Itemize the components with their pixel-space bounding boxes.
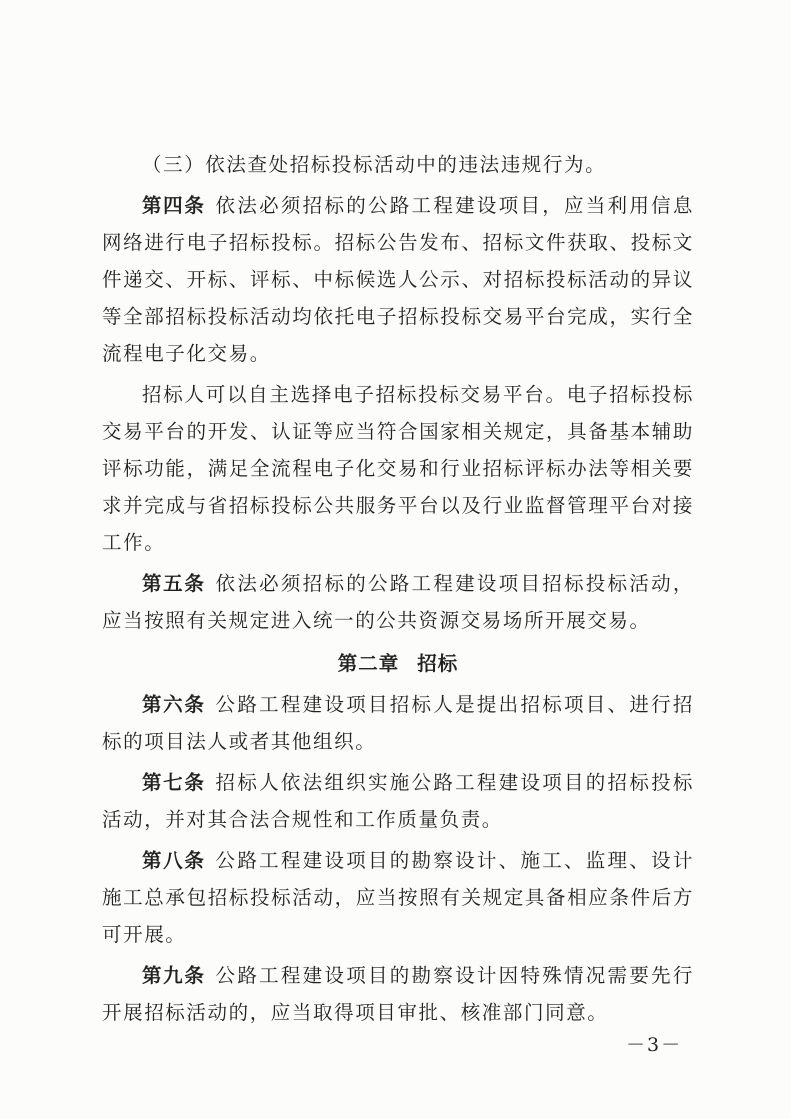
article-text: 公路工程建设项目的勘察设计、施工、监理、设计施工总承包招标投标活动，应当按照有关规定具备相应条件后方可开展。 [102,849,694,946]
article-number: 第六条 [142,693,206,716]
article-text: 招标人依法组织实施公路工程建设项目的招标投标活动，并对其合法合规性和工作质量负责。 [102,771,694,831]
paragraph-text: （三）依法查处招标投标活动中的违法违规行为。 [142,153,607,176]
article-text: 依法必须招标的公路工程建设项目招标投标活动，应当按照有关规定进入统一的公共资源交易场所开展交易。 [102,572,694,632]
article-8 [102,842,694,953]
article-text: 公路工程建设项目的勘察设计因特殊情况需要先行开展招标活动的，应当取得项目审批、核准部门同意。 [102,964,694,1024]
chapter-number: 第二章 [337,652,400,675]
article-text: 依法必须招标的公路工程建设项目，应当利用信息网络进行电子招标投标。招标公告发布、招标文件获取、投标文件递交、开标、评标、中标候选人公示、对招标投标活动的异议等全部招标投标活动均依托电子招标投标交易平台完成，实行全流程电子化交易。 [102,194,694,365]
page-number: －3－ [626,1034,683,1056]
article-number: 第四条 [142,194,206,217]
article-9 [102,957,694,1031]
chapter-heading [102,645,694,682]
article-number: 第七条 [142,771,206,794]
article-7 [102,764,694,838]
article-number: 第九条 [142,964,206,987]
article-6 [102,686,694,760]
article-5 [102,565,694,639]
document-body [102,146,694,1035]
chapter-title: 招标 [417,652,459,675]
article-4-paragraph-2 [102,376,694,561]
article-4 [102,187,694,372]
paragraph-item-3 [102,146,694,183]
paragraph-text: 招标人可以自主选择电子招标投标交易平台。电子招标投标交易平台的开发、认证等应当符合国家相关规定，具备基本辅助评标功能，满足全流程电子化交易和行业招标评标办法等相关要求并完成与省招标投标公共服务平台以及行业监督管理平台对接工作。 [102,383,694,554]
article-number: 第八条 [142,849,206,872]
article-number: 第五条 [142,572,206,595]
article-text: 公路工程建设项目招标人是提出招标项目、进行招标的项目法人或者其他组织。 [102,693,694,753]
